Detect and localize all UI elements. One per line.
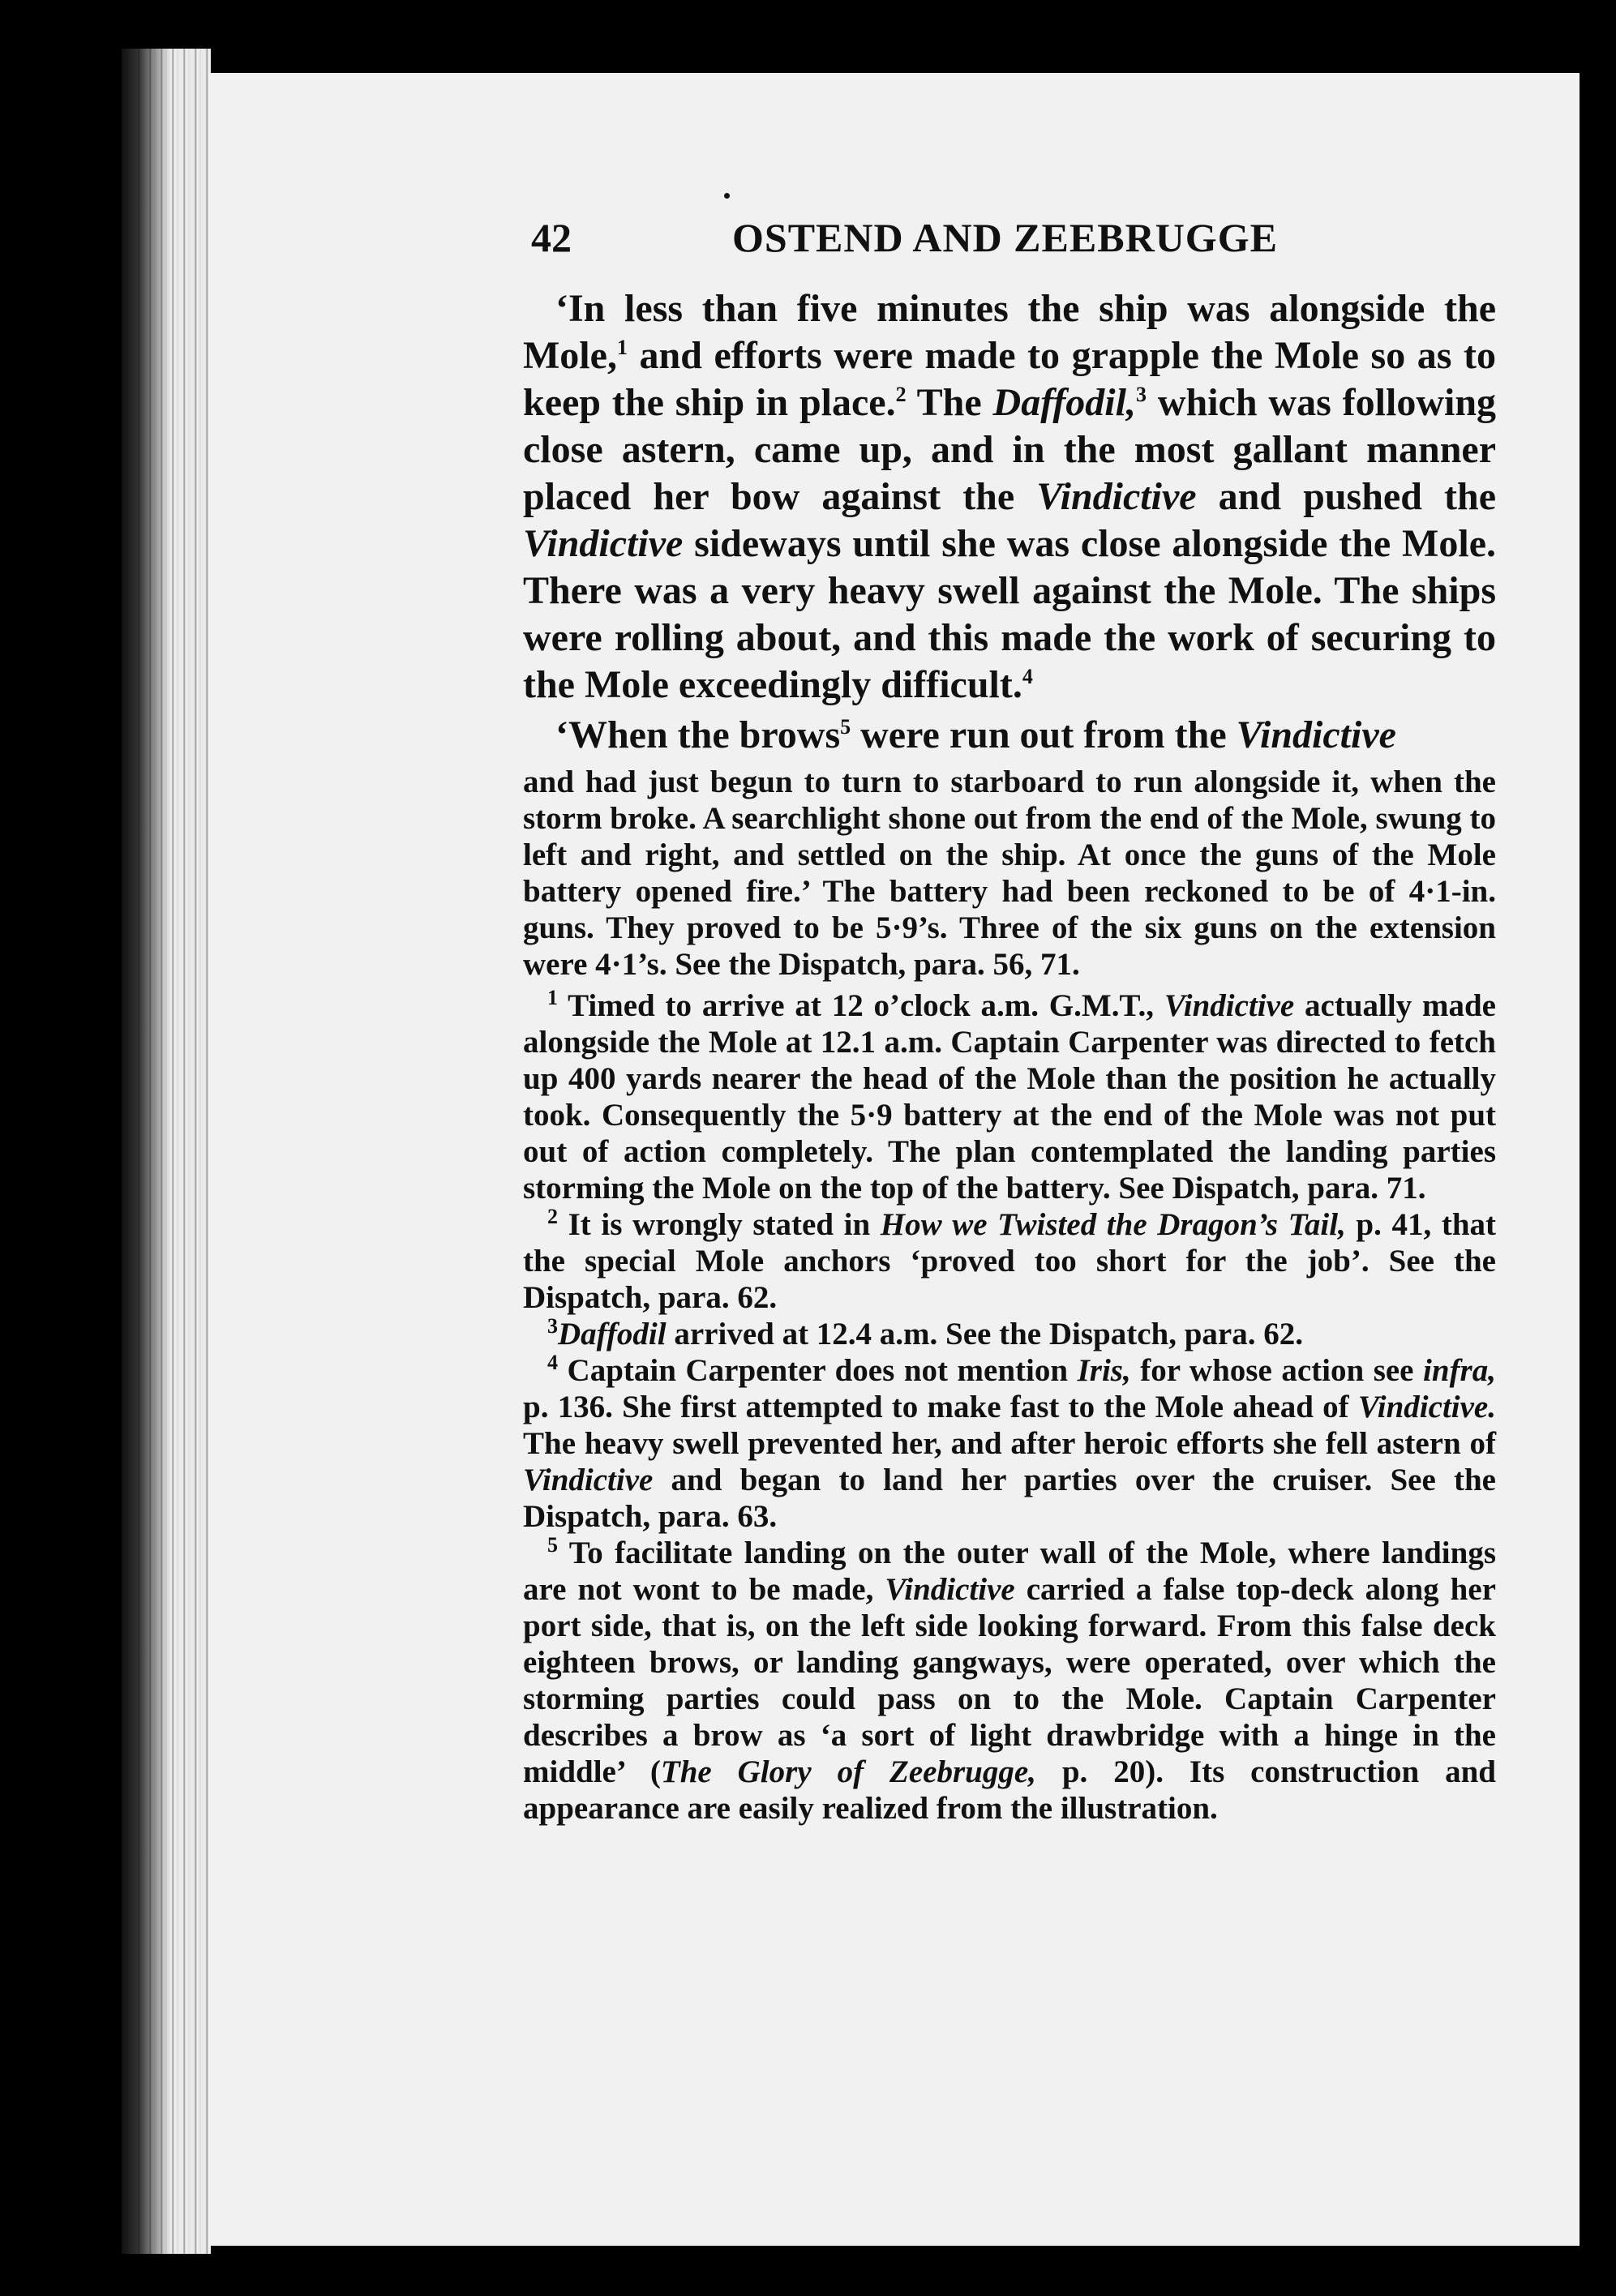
- footnote-ref: 3: [1135, 383, 1147, 406]
- footnote-3: [523, 1316, 1496, 1352]
- footnote-mark: 3: [547, 1314, 558, 1338]
- ship-name: Daffodil,: [992, 381, 1136, 424]
- page-number: 42: [531, 215, 572, 260]
- footnote-ref: 2: [895, 383, 907, 406]
- text-run: which was following close astern, came up, and in the most gallant manner placed her bow against the: [523, 381, 1497, 518]
- continued-note: and had just begun to turn to starboard to run alongside it, when the storm broke. A searchlight shone out from the end of the Mole, swung to left and right, and settled on the ship. At once the guns of the Mole battery opened fire.’ The battery had been reckoned to be of 4·1-in. guns. They proved to be 5·9’s. Three of the six guns on the extension were 4·1’s. See the Dispatch, para. 56, 71.: [523, 765, 1496, 982]
- text-run: Timed to arrive at 12 o’clock a.m. G.M.T.,: [558, 988, 1164, 1023]
- ship-name: Daffodil: [558, 1317, 667, 1351]
- ship-name: Vindictive: [1036, 475, 1197, 518]
- text-run: It is wrongly stated in: [558, 1207, 881, 1242]
- ship-name: Vindictive: [523, 522, 684, 565]
- binding-shadow: [122, 49, 170, 2254]
- text-run: ‘When the brows: [555, 713, 841, 756]
- text-run: p. 41, that the special Mole anchors ‘proved too short for the job’. See the Dispatch, para. 62.: [523, 1207, 1496, 1315]
- footnote-mark: 5: [547, 1533, 558, 1557]
- text-run: arrived at 12.4 a.m. See the Dispatch, para. 62.: [666, 1317, 1303, 1351]
- running-header: [0, 203, 1496, 268]
- paragraph-quote-2: [523, 712, 1496, 759]
- page-content: [312, 203, 1496, 276]
- footnote-2: [523, 1206, 1496, 1316]
- ship-name: Vindictive.: [1357, 1390, 1496, 1424]
- text-run: actually made alongside the Mole at 12.1 a.m. Captain Carpenter was directed to fetch up 400 yards nearer the head of the Mole than the position he actually took. Consequently the 5·9 battery at the end of the Mole was not put out of action completely. The plan contemplated the landing parties storming the Mole on the top of the battery. See Dispatch, para. 71.: [523, 988, 1496, 1206]
- text-run: Captain Carpenter does not mention: [558, 1353, 1078, 1388]
- ship-name: Vindictive: [523, 1463, 654, 1497]
- ship-name: Iris,: [1077, 1353, 1131, 1388]
- text-run: ‘In less than five minutes the ship was alongside the Mole,: [523, 287, 1496, 377]
- text-run: sideways until she was close alongside the Mole. There was a very heavy swell against the Mole. The ships were rolling about, and this made the work of securing to the Mole exceedingly difficult.: [523, 522, 1496, 706]
- text-column: [523, 285, 1496, 1827]
- footnote-mark: 1: [547, 986, 558, 1009]
- text-run: carried a false top-deck along her port side, that is, on the left side looking forward. From this false deck eighteen brows, or landing gangways, were operated, over which the storming parties could pass on to the Mole. Captain Carpenter describes a brow as ‘a sort of light drawbridge with a hinge in the middle’ (: [523, 1572, 1496, 1789]
- running-title: OSTEND AND ZEEBRUGGE: [732, 215, 1278, 260]
- text-run: and efforts were made to grapple the Mole so as to keep the ship in place.: [523, 334, 1496, 424]
- ship-name: Vindictive: [1236, 713, 1396, 756]
- text-run: To facilitate landing on the outer wall of the Mole, where landings are not wont to be made,: [523, 1536, 1496, 1607]
- footnote-ref: 1: [616, 336, 628, 359]
- footnote-1: [523, 987, 1496, 1206]
- ship-name: Vindictive: [1164, 988, 1295, 1023]
- text-run: for whose action see: [1130, 1353, 1424, 1388]
- text-run: p. 136. She first attempted to make fast to the Mole ahead of: [523, 1390, 1358, 1424]
- header-dot: [724, 193, 730, 199]
- text-run: and began to land her parties over the cruiser. See the Dispatch, para. 63.: [523, 1463, 1496, 1534]
- paragraph-quote-1: [523, 285, 1496, 709]
- text-run: The: [906, 381, 993, 424]
- footnote-ref: 5: [840, 715, 851, 739]
- footnote-mark: 2: [547, 1205, 558, 1228]
- footnote-4: [523, 1352, 1496, 1535]
- footnote-mark: 4: [547, 1351, 558, 1374]
- text-run: were run out from the: [851, 713, 1237, 756]
- book-title: The Glory of Zeebrugge,: [660, 1754, 1036, 1789]
- latin-term: infra,: [1423, 1353, 1496, 1388]
- footnote-ref: 4: [1022, 665, 1033, 688]
- book-title: How we Twisted the Dragon’s Tail,: [880, 1207, 1346, 1242]
- ship-name: Vindictive: [885, 1572, 1015, 1607]
- footnote-5: [523, 1535, 1496, 1827]
- text-run: p. 20). Its construction and appearance are easily realized from the illustration.: [523, 1754, 1496, 1826]
- text-run: The heavy swell prevented her, and after heroic efforts she fell astern of: [523, 1426, 1496, 1461]
- text-run: and pushed the: [1196, 475, 1497, 518]
